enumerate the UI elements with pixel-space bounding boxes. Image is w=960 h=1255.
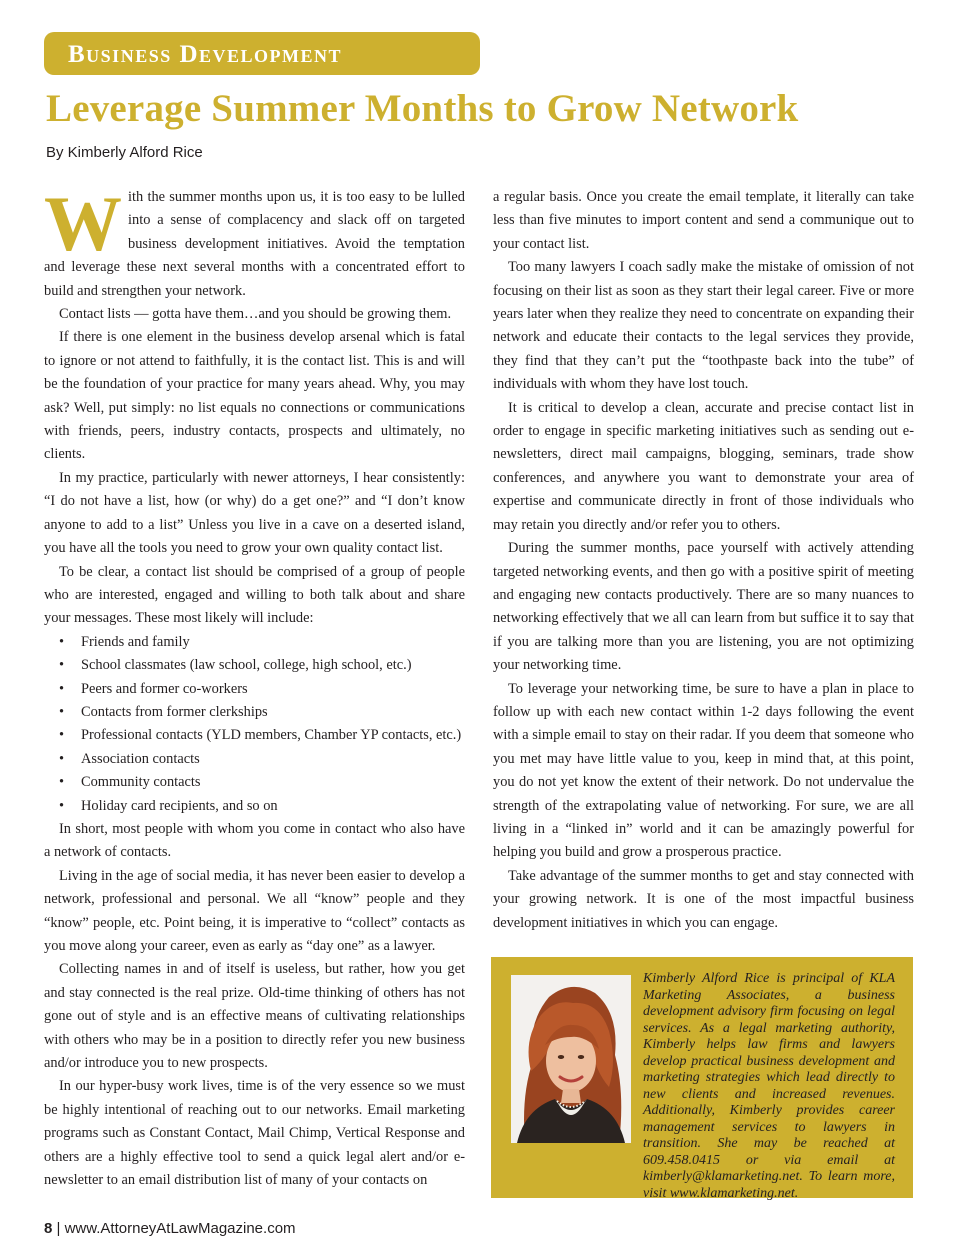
section-label: Business Development — [44, 32, 480, 75]
byline: By Kimberly Alford Rice — [46, 144, 203, 161]
footer-site-link[interactable]: www.AttorneyAtLawMagazine.com — [64, 1220, 296, 1237]
left-column — [44, 180, 465, 1192]
bullet-item: • Peers and former co-workers — [44, 678, 465, 701]
right-column — [493, 186, 914, 935]
paragraph: It is critical to develop a clean, accurate and precise contact list in order to engage in specific marketing initiatives such as sending out e-newsletters, direct mail campaigns, blogging, seminars, trade show conferences, and anywhere you want to demonstrate your area of expertise and communicate directly in front of those individuals who may retain you directly and/or refer you to others. — [493, 399, 914, 533]
author-portrait-image — [511, 975, 631, 1143]
bullet-item: • Community contacts — [44, 771, 465, 794]
contact-list-bullets — [44, 631, 465, 818]
bullet-item: • Association contacts — [44, 748, 465, 771]
paragraph: In my practice, particularly with newer attorneys, I hear consistently: “I do not have a list, how (or why) do a get one?” and “I don’t know anyone to add to a list” Unless you live in a cave on a deserted island, you have all the tools you need to grow your own quality contact list. — [44, 469, 465, 557]
drop-cap: W — [44, 180, 122, 267]
bullet-item: • School classmates (law school, college, high school, etc.) — [44, 654, 465, 677]
paragraph: Living in the age of social media, it has never been easier to develop a network, professional and personal. We all “know” people and they “know” people, etc. Point being, it is imperative to “collect” contacts as you move along your career, even as early as “day one” as a lawyer. — [44, 867, 465, 954]
author-photo — [511, 975, 631, 1143]
bullet-item: • Friends and family — [44, 631, 465, 654]
paragraph-intro — [44, 180, 465, 303]
page-number: 8 — [44, 1220, 53, 1237]
author-bio-text: Kimberly Alford Rice is principal of KLA Marketing Associates, a business development advisory firm focusing on legal services. As a legal marketing authority, Kimberly helps law firms and lawyers develop practical business development and marketing strategies which lead directly to new clients and increased revenues. Additionally, Kimberly provides career management services to lawyers in transition. She may be reached at 609.458.0415 or via email at kimberly@klamarketing.net. To learn more, visit www.klamarketing.net. — [643, 971, 895, 1201]
paragraph: Take advantage of the summer months to get and stay connected with your growing network. It is one of the most impactful business development initiatives in which you can engage. — [493, 867, 914, 931]
page-footer — [44, 1220, 296, 1237]
bullet-item: • Holiday card recipients, and so on — [44, 795, 465, 818]
paragraph: In our hyper-busy work lives, time is of the very essence so we must be highly intentional of reaching out to our networks. Email marketing programs such as Constant Contact, Mail Chimp, Vertical Response and others are a highly effective tool to send a quick legal alert and/or e-newsletter to an email distribution list of many of your contacts on — [44, 1078, 465, 1189]
paragraph: If there is one element in the business develop arsenal which is fatal to ignore or not attend to faithfully, it is the contact list. This is and will be the foundation of your practice for many years ahead. Why, you may ask? Well, put simply: no list equals no connections or communications with friends, peers, industry contacts, prospects and ultimately, no clients. — [44, 329, 465, 463]
paragraph: Contact lists — gotta have them…and you should be growing them. — [59, 306, 452, 323]
paragraph: Too many lawyers I coach sadly make the mistake of omission of not focusing on their list as soon as they start their legal career. Five or more years later when they realize they need to concentrate on expanding their network and educate their contacts to the legal services they provide, they find that they can’t put the “toothpaste back into the tube” of individuals with whom they have lost touch. — [493, 259, 914, 393]
article-headline: Leverage Summer Months to Grow Network — [46, 87, 799, 130]
paragraph: To leverage your networking time, be sure to have a plan in place to follow up with each new contact within 1-2 days following the event with a simple email to stay on their radar. If you deem that someone who you met may have little value to you, keep in mind that, at this point, you do not yet know the extent of their network. Do not undervalue the strength of the extrapolating value of networking. For sure, we are all living in a “linked in” world and it can be amazingly powerful for helping you build and grow a prosperous practice. — [493, 680, 914, 861]
paragraph: To be clear, a contact list should be comprised of a group of people who are interested, engaged and willing to both talk about and share your messages. These most likely will include: — [44, 563, 465, 627]
paragraph: a regular basis. Once you create the email template, it literally can take less than five minutes to import content and send a communique out to your contact list. — [493, 189, 914, 252]
paragraph: Collecting names in and of itself is useless, but rather, how you get and stay connected is the real prize. Old-time thinking of others has not gone out of style and is an effective means of cultivating relationships with others who may be in a position to directly refer you new business and/or introduce you to new prospects. — [44, 961, 465, 1072]
paragraph: In short, most people with whom you come in contact who also have a network of contacts. — [44, 820, 465, 861]
paragraph: During the summer months, pace yourself with actively attending targeted networking events, and then go with a positive spirit of meeting and engaging new contacts productively. There are so many nuances to networking effectively that we all can learn from but suffice it to say that if you are talking more than you are listening, you are not optimizing your networking time. — [493, 540, 914, 674]
bullet-item: • Professional contacts (YLD members, Chamber YP contacts, etc.) — [44, 724, 465, 747]
author-bio-box — [491, 957, 913, 1201]
paragraph-intro-text: ith the summer months upon us, it is too easy to be lulled into a sense of complacency and slack off on targeted business development initiatives. Avoid the temptation and leverage these next several months with a concentrated effort to build and strengthen your network. — [44, 189, 465, 299]
bullet-item: • Contacts from former clerkships — [44, 701, 465, 724]
footer-separator: | — [56, 1220, 61, 1237]
